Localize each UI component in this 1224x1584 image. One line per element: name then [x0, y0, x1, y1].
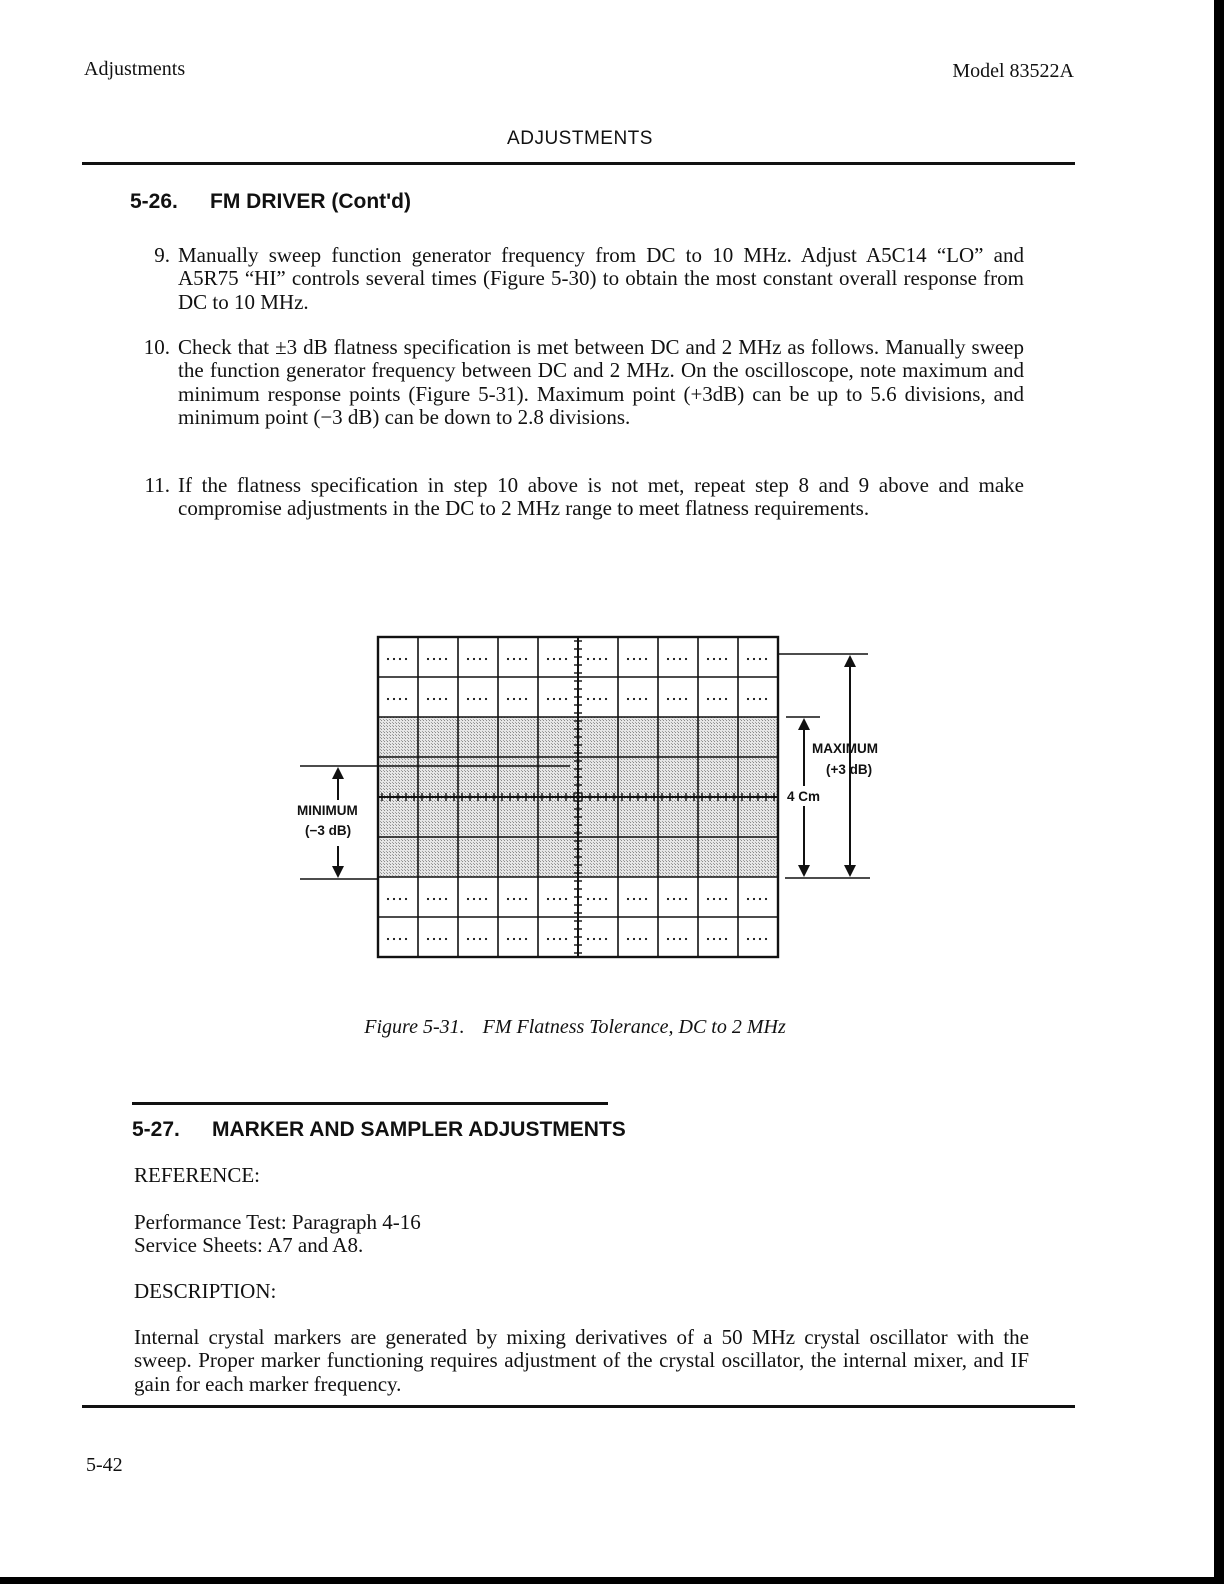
- graticule-dot: [513, 658, 515, 660]
- graticule-dot: [719, 898, 721, 900]
- graticule-dot: [593, 938, 595, 940]
- step-number: 10.: [143, 335, 170, 359]
- graticule-dot: [513, 898, 515, 900]
- graticule-dot: [645, 698, 647, 700]
- graticule-dot: [747, 658, 749, 660]
- graticule-dot: [725, 698, 727, 700]
- graticule-dot: [679, 898, 681, 900]
- graticule-dot: [485, 898, 487, 900]
- graticule-dot: [393, 658, 395, 660]
- graticule-dot: [747, 698, 749, 700]
- running-header-right: Model 83522A: [952, 60, 1074, 82]
- graticule-dot: [725, 938, 727, 940]
- step-text: If the flatness specification in step 10 above is not met, repeat step 8 and 9 above and make compromise adjustments in the DC to 2 MHz range to meet flatness requirements.: [178, 473, 1024, 521]
- graticule-dot: [507, 898, 509, 900]
- graticule-dot: [673, 938, 675, 940]
- graticule-dot: [719, 698, 721, 700]
- graticule-dot: [519, 658, 521, 660]
- graticule-dot: [627, 658, 629, 660]
- graticule-dot: [593, 658, 595, 660]
- graticule-dot: [679, 698, 681, 700]
- graticule-dot: [639, 698, 641, 700]
- graticule-dot: [525, 658, 527, 660]
- graticule-dot: [485, 658, 487, 660]
- graticule-dot: [667, 698, 669, 700]
- graticule-dot: [565, 898, 567, 900]
- graticule-dot: [707, 658, 709, 660]
- graticule-dot: [559, 698, 561, 700]
- graticule-dot: [547, 938, 549, 940]
- graticule-dot: [645, 898, 647, 900]
- graticule-dot: [707, 898, 709, 900]
- graticule-dot: [399, 898, 401, 900]
- graticule-dot: [765, 698, 767, 700]
- graticule-dot: [565, 698, 567, 700]
- graticule-dot: [679, 938, 681, 940]
- graticule-dot: [445, 898, 447, 900]
- graticule-dot: [765, 898, 767, 900]
- graticule-dot: [759, 658, 761, 660]
- graticule-dot: [427, 658, 429, 660]
- graticule-dot: [753, 698, 755, 700]
- step-text: Check that ±3 dB flatness specification is met between DC and 2 MHz as follows. Manually sweep the function generator frequency between DC and 2 MHz. On the oscilloscope, note maximum and minimum response points (Figure 5-31). Maximum point (+3dB) can be up to 5.6 divisions, and minimum point (−3 dB) can be down to 2.8 divisions.: [178, 335, 1024, 429]
- graticule-dot: [473, 938, 475, 940]
- max-arrow-up: [844, 655, 856, 667]
- cm-arrow-up: [798, 718, 810, 730]
- graticule-dot: [707, 698, 709, 700]
- graticule-dot: [519, 698, 521, 700]
- step-number: 11.: [144, 473, 170, 497]
- graticule-dot: [765, 938, 767, 940]
- graticule-dot: [633, 698, 635, 700]
- graticule-dot: [547, 898, 549, 900]
- graticule-dot: [667, 898, 669, 900]
- graticule-dot: [685, 698, 687, 700]
- graticule-dot: [507, 698, 509, 700]
- minimum-label: MINIMUM: [297, 803, 358, 818]
- reference-heading: REFERENCE:: [134, 1163, 261, 1187]
- graticule-dot: [627, 898, 629, 900]
- graticule-dot: [405, 658, 407, 660]
- graticule-dot: [587, 658, 589, 660]
- graticule-dot: [479, 698, 481, 700]
- section-title-5-27: [132, 1118, 626, 1142]
- reference-line-1: Performance Test: Paragraph 4-16: [134, 1210, 421, 1234]
- graticule-dot: [387, 898, 389, 900]
- section-name: MARKER AND SAMPLER ADJUSTMENTS: [212, 1118, 626, 1141]
- graticule-dot: [747, 938, 749, 940]
- graticule-dot: [605, 898, 607, 900]
- min-arrow-up: [332, 767, 344, 779]
- graticule-dot: [473, 698, 475, 700]
- graticule-dot: [645, 938, 647, 940]
- graticule-dot: [707, 938, 709, 940]
- graticule-dot: [445, 658, 447, 660]
- graticule-dot: [713, 698, 715, 700]
- graticule-dot: [633, 658, 635, 660]
- graticule-dot: [387, 938, 389, 940]
- graticule-dot: [605, 938, 607, 940]
- graticule-dot: [525, 698, 527, 700]
- description-text: Internal crystal markers are generated by mixing derivatives of a 50 MHz crystal oscillator with the sweep. Proper marker functioning requires adjustment of the crystal oscillator, the internal mixer, and IF gain for each marker frequency.: [134, 1325, 1029, 1396]
- graticule-dot: [753, 658, 755, 660]
- graticule-dot: [587, 938, 589, 940]
- graticule-dot: [553, 698, 555, 700]
- graticule-dot: [719, 938, 721, 940]
- graticule-dot: [639, 658, 641, 660]
- graticule-dot: [593, 898, 595, 900]
- figure-title: FM Flatness Tolerance, DC to 2 MHz: [482, 1016, 786, 1038]
- graticule-dot: [747, 898, 749, 900]
- figure-caption: [0, 1016, 1150, 1039]
- graticule-dot: [587, 698, 589, 700]
- graticule-dot: [673, 698, 675, 700]
- graticule-dot: [485, 938, 487, 940]
- graticule-dot: [439, 658, 441, 660]
- graticule-dot: [479, 938, 481, 940]
- graticule-dot: [399, 938, 401, 940]
- reference-line-2: Service Sheets: A7 and A8.: [134, 1233, 364, 1257]
- graticule-dot: [559, 658, 561, 660]
- graticule-dot: [673, 898, 675, 900]
- graticule-dot: [393, 898, 395, 900]
- graticule-dot: [667, 658, 669, 660]
- graticule-dot: [433, 938, 435, 940]
- graticule-dot: [713, 898, 715, 900]
- graticule-dot: [473, 658, 475, 660]
- oscilloscope-graticule: [378, 637, 778, 957]
- maximum-db-label: (+3 dB): [826, 762, 873, 777]
- graticule-dot: [759, 938, 761, 940]
- graticule-dot: [599, 938, 601, 940]
- graticule-dot: [439, 938, 441, 940]
- description-heading: DESCRIPTION:: [134, 1279, 277, 1303]
- graticule-dot: [473, 898, 475, 900]
- graticule-dot: [427, 698, 429, 700]
- min-arrow-down: [332, 866, 344, 878]
- figure-number: Figure 5-31.: [364, 1016, 465, 1038]
- graticule-dot: [507, 658, 509, 660]
- graticule-dot: [725, 898, 727, 900]
- graticule-dot: [713, 658, 715, 660]
- graticule-dot: [593, 698, 595, 700]
- section-number: 5-27.: [132, 1118, 180, 1141]
- graticule-dot: [565, 938, 567, 940]
- graticule-dot: [667, 938, 669, 940]
- graticule-dot: [387, 658, 389, 660]
- four-cm-label: 4 Cm: [787, 789, 821, 804]
- graticule-dot: [627, 938, 629, 940]
- graticule-dot: [399, 658, 401, 660]
- graticule-dot: [725, 658, 727, 660]
- graticule-dot: [753, 898, 755, 900]
- graticule-dot: [645, 658, 647, 660]
- graticule-dot: [405, 698, 407, 700]
- step-text: Manually sweep function generator frequency from DC to 10 MHz. Adjust A5C14 “LO” and A5R75 “HI” controls several times (Figure 5-30) to obtain the most constant overall response from DC to 10 MHz.: [178, 243, 1024, 314]
- graticule-dot: [479, 658, 481, 660]
- graticule-dot: [633, 898, 635, 900]
- graticule-dot: [713, 938, 715, 940]
- graticule-dot: [445, 698, 447, 700]
- graticule-dot: [673, 658, 675, 660]
- graticule-dot: [519, 898, 521, 900]
- graticule-dot: [507, 938, 509, 940]
- graticule-dot: [399, 698, 401, 700]
- graticule-dot: [599, 698, 601, 700]
- graticule-dot: [605, 698, 607, 700]
- graticule-dot: [439, 698, 441, 700]
- graticule-dot: [467, 658, 469, 660]
- minimum-db-label: (−3 dB): [305, 823, 352, 838]
- graticule-dot: [759, 698, 761, 700]
- graticule-dot: [559, 938, 561, 940]
- page-number: 5-42: [86, 1454, 123, 1476]
- maximum-label: MAXIMUM: [812, 741, 878, 756]
- max-arrow-down: [844, 865, 856, 877]
- graticule-dot: [525, 938, 527, 940]
- graticule-dot: [605, 658, 607, 660]
- footer-rule: [82, 1405, 1075, 1408]
- graticule-dot: [433, 698, 435, 700]
- section-name: FM DRIVER (Cont'd): [210, 190, 411, 213]
- graticule-dot: [553, 898, 555, 900]
- graticule-dot: [633, 938, 635, 940]
- graticule-dot: [519, 938, 521, 940]
- graticule-dot: [547, 698, 549, 700]
- graticule-dot: [679, 658, 681, 660]
- graticule-dot: [513, 698, 515, 700]
- graticule-dot: [467, 698, 469, 700]
- graticule-dot: [553, 658, 555, 660]
- graticule-dot: [393, 938, 395, 940]
- graticule-dot: [719, 658, 721, 660]
- graticule-dot: [439, 898, 441, 900]
- graticule-dot: [387, 698, 389, 700]
- cm-arrow-down: [798, 865, 810, 877]
- graticule-dot: [485, 698, 487, 700]
- graticule-dot: [765, 658, 767, 660]
- graticule-dot: [553, 938, 555, 940]
- graticule-dot: [513, 938, 515, 940]
- graticule-dot: [445, 938, 447, 940]
- graticule-dot: [599, 898, 601, 900]
- step-number: 9.: [154, 243, 170, 267]
- page-heading: ADJUSTMENTS: [507, 128, 653, 149]
- graticule-dot: [639, 898, 641, 900]
- graticule-dot: [685, 898, 687, 900]
- graticule-dot: [685, 938, 687, 940]
- running-header-left: Adjustments: [84, 58, 186, 80]
- graticule-dot: [565, 658, 567, 660]
- graticule-dot: [427, 938, 429, 940]
- graticule-dot: [599, 658, 601, 660]
- graticule-dot: [405, 898, 407, 900]
- graticule-dot: [753, 938, 755, 940]
- graticule-dot: [559, 898, 561, 900]
- graticule-dot: [587, 898, 589, 900]
- graticule-dot: [639, 938, 641, 940]
- graticule-dot: [479, 898, 481, 900]
- graticule-dot: [759, 898, 761, 900]
- graticule-dot: [405, 938, 407, 940]
- section-rule: [132, 1102, 608, 1105]
- graticule-dot: [427, 898, 429, 900]
- graticule-dot: [685, 658, 687, 660]
- graticule-dot: [433, 658, 435, 660]
- graticule-dot: [467, 898, 469, 900]
- graticule-dot: [547, 658, 549, 660]
- section-number: 5-26.: [130, 190, 178, 213]
- graticule-dot: [467, 938, 469, 940]
- graticule-dot: [525, 898, 527, 900]
- graticule-dot: [433, 898, 435, 900]
- graticule-dot: [627, 698, 629, 700]
- graticule-dot: [393, 698, 395, 700]
